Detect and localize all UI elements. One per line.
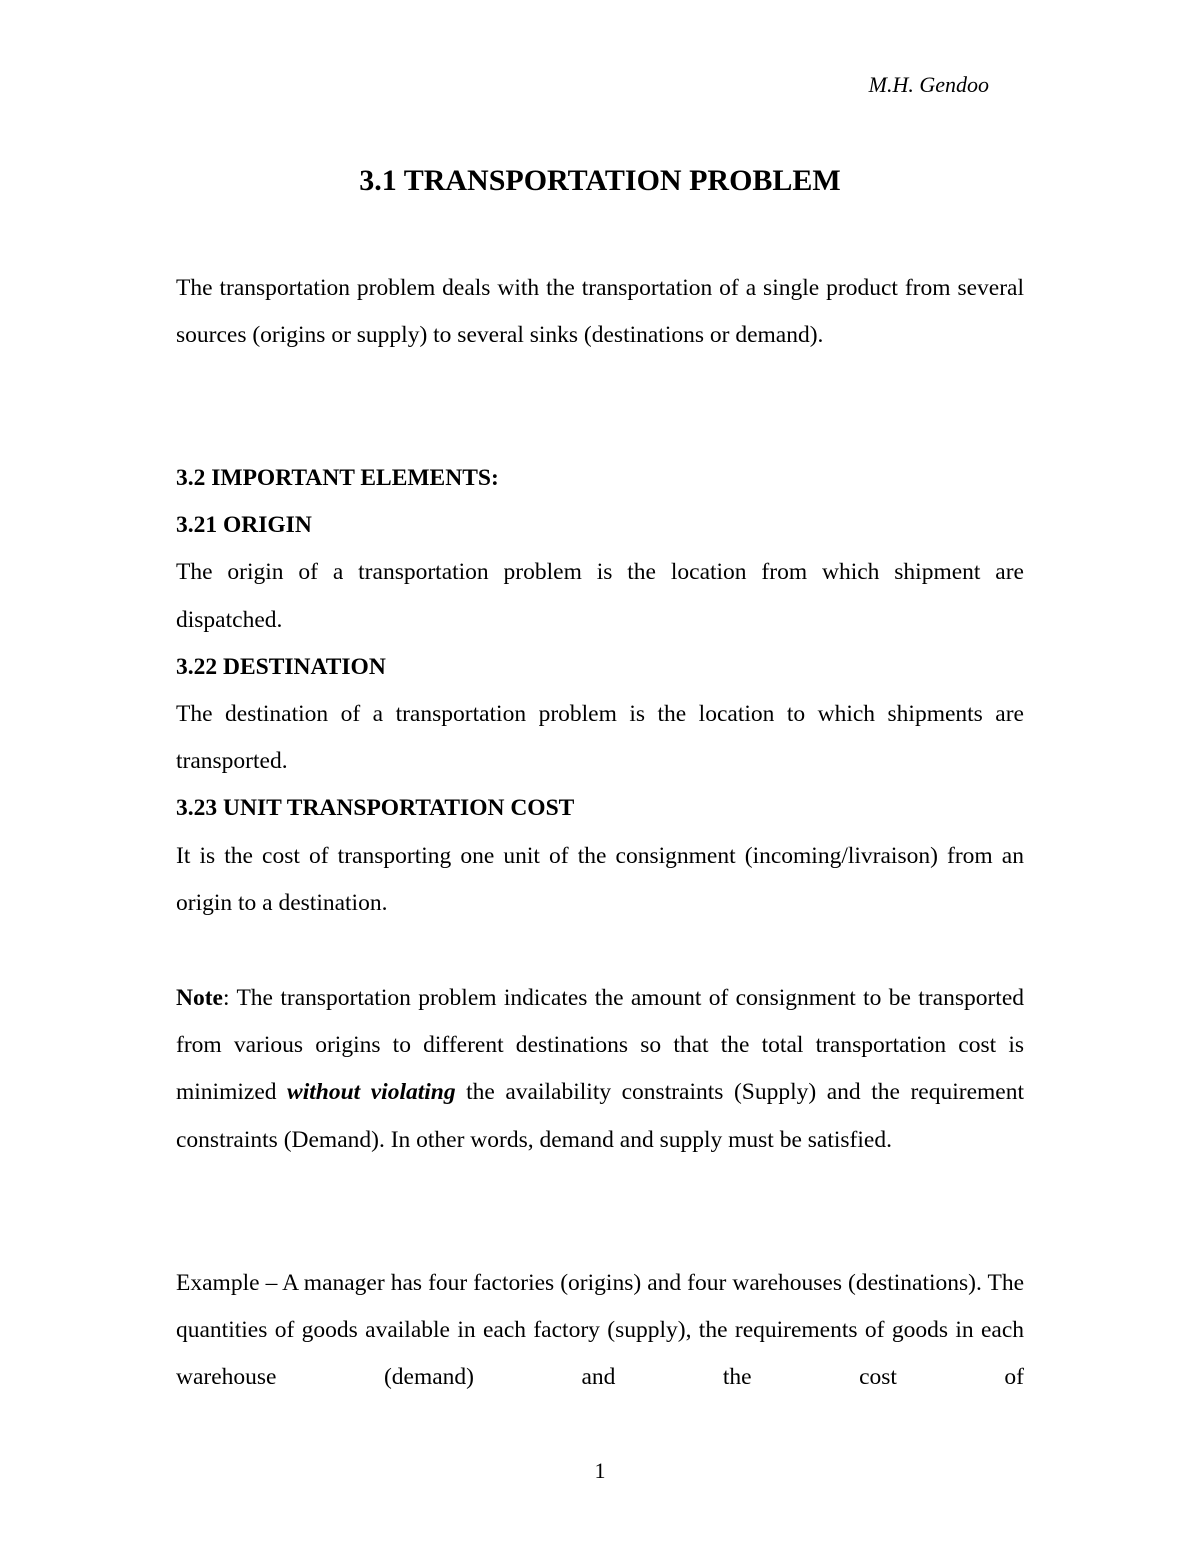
section-heading-important-elements: 3.2 IMPORTANT ELEMENTS: <box>176 465 499 491</box>
elements-section <box>176 455 1024 927</box>
note-block <box>176 975 1024 1164</box>
intro-block <box>176 265 1024 359</box>
intro-paragraph: The transportation problem deals with the transportation of a single product from several sources (origins or supply) to several sinks (destinations or demand). <box>176 275 1024 349</box>
note-paragraph <box>176 975 1024 1164</box>
author-header: M.H. Gendoo <box>868 72 989 97</box>
note-label: Note <box>176 985 223 1011</box>
subsection-heading-origin: 3.21 ORIGIN <box>176 512 312 539</box>
note-text-before: : The transportation problem indicates the amount of consignment to be transported from various origins to different destinations so that the total transportation cost is minimized <box>176 985 1024 1106</box>
note-text-after: the availability constraints (Supply) and the requirement constraints (Demand). In other words, demand and supply must be satisfied. <box>176 1079 1024 1153</box>
example-paragraph: Example – A manager has four factories (origins) and four warehouses (destinations). The quantities of goods available in each factory (supply), the requirements of goods in each warehouse (demand) and the cost of <box>176 1270 1024 1391</box>
subsection-heading-unit-cost: 3.23 UNIT TRANSPORTATION COST <box>176 795 575 822</box>
subsection-heading-destination: 3.22 DESTINATION <box>176 653 386 680</box>
example-block <box>176 1260 1024 1402</box>
page-title: 3.1 TRANSPORTATION PROBLEM <box>359 164 841 197</box>
destination-paragraph: The destination of a transportation problem is the location to which shipments are transported. <box>176 701 1024 775</box>
origin-paragraph: The origin of a transportation problem is the location from which shipment are dispatched. <box>176 559 1024 633</box>
note-emphasis: without violating <box>287 1079 456 1106</box>
page-number: 1 <box>594 1458 606 1483</box>
unit-cost-paragraph: It is the cost of transporting one unit of the consignment (incoming/livraison) from an origin to a destination. <box>176 842 1024 916</box>
